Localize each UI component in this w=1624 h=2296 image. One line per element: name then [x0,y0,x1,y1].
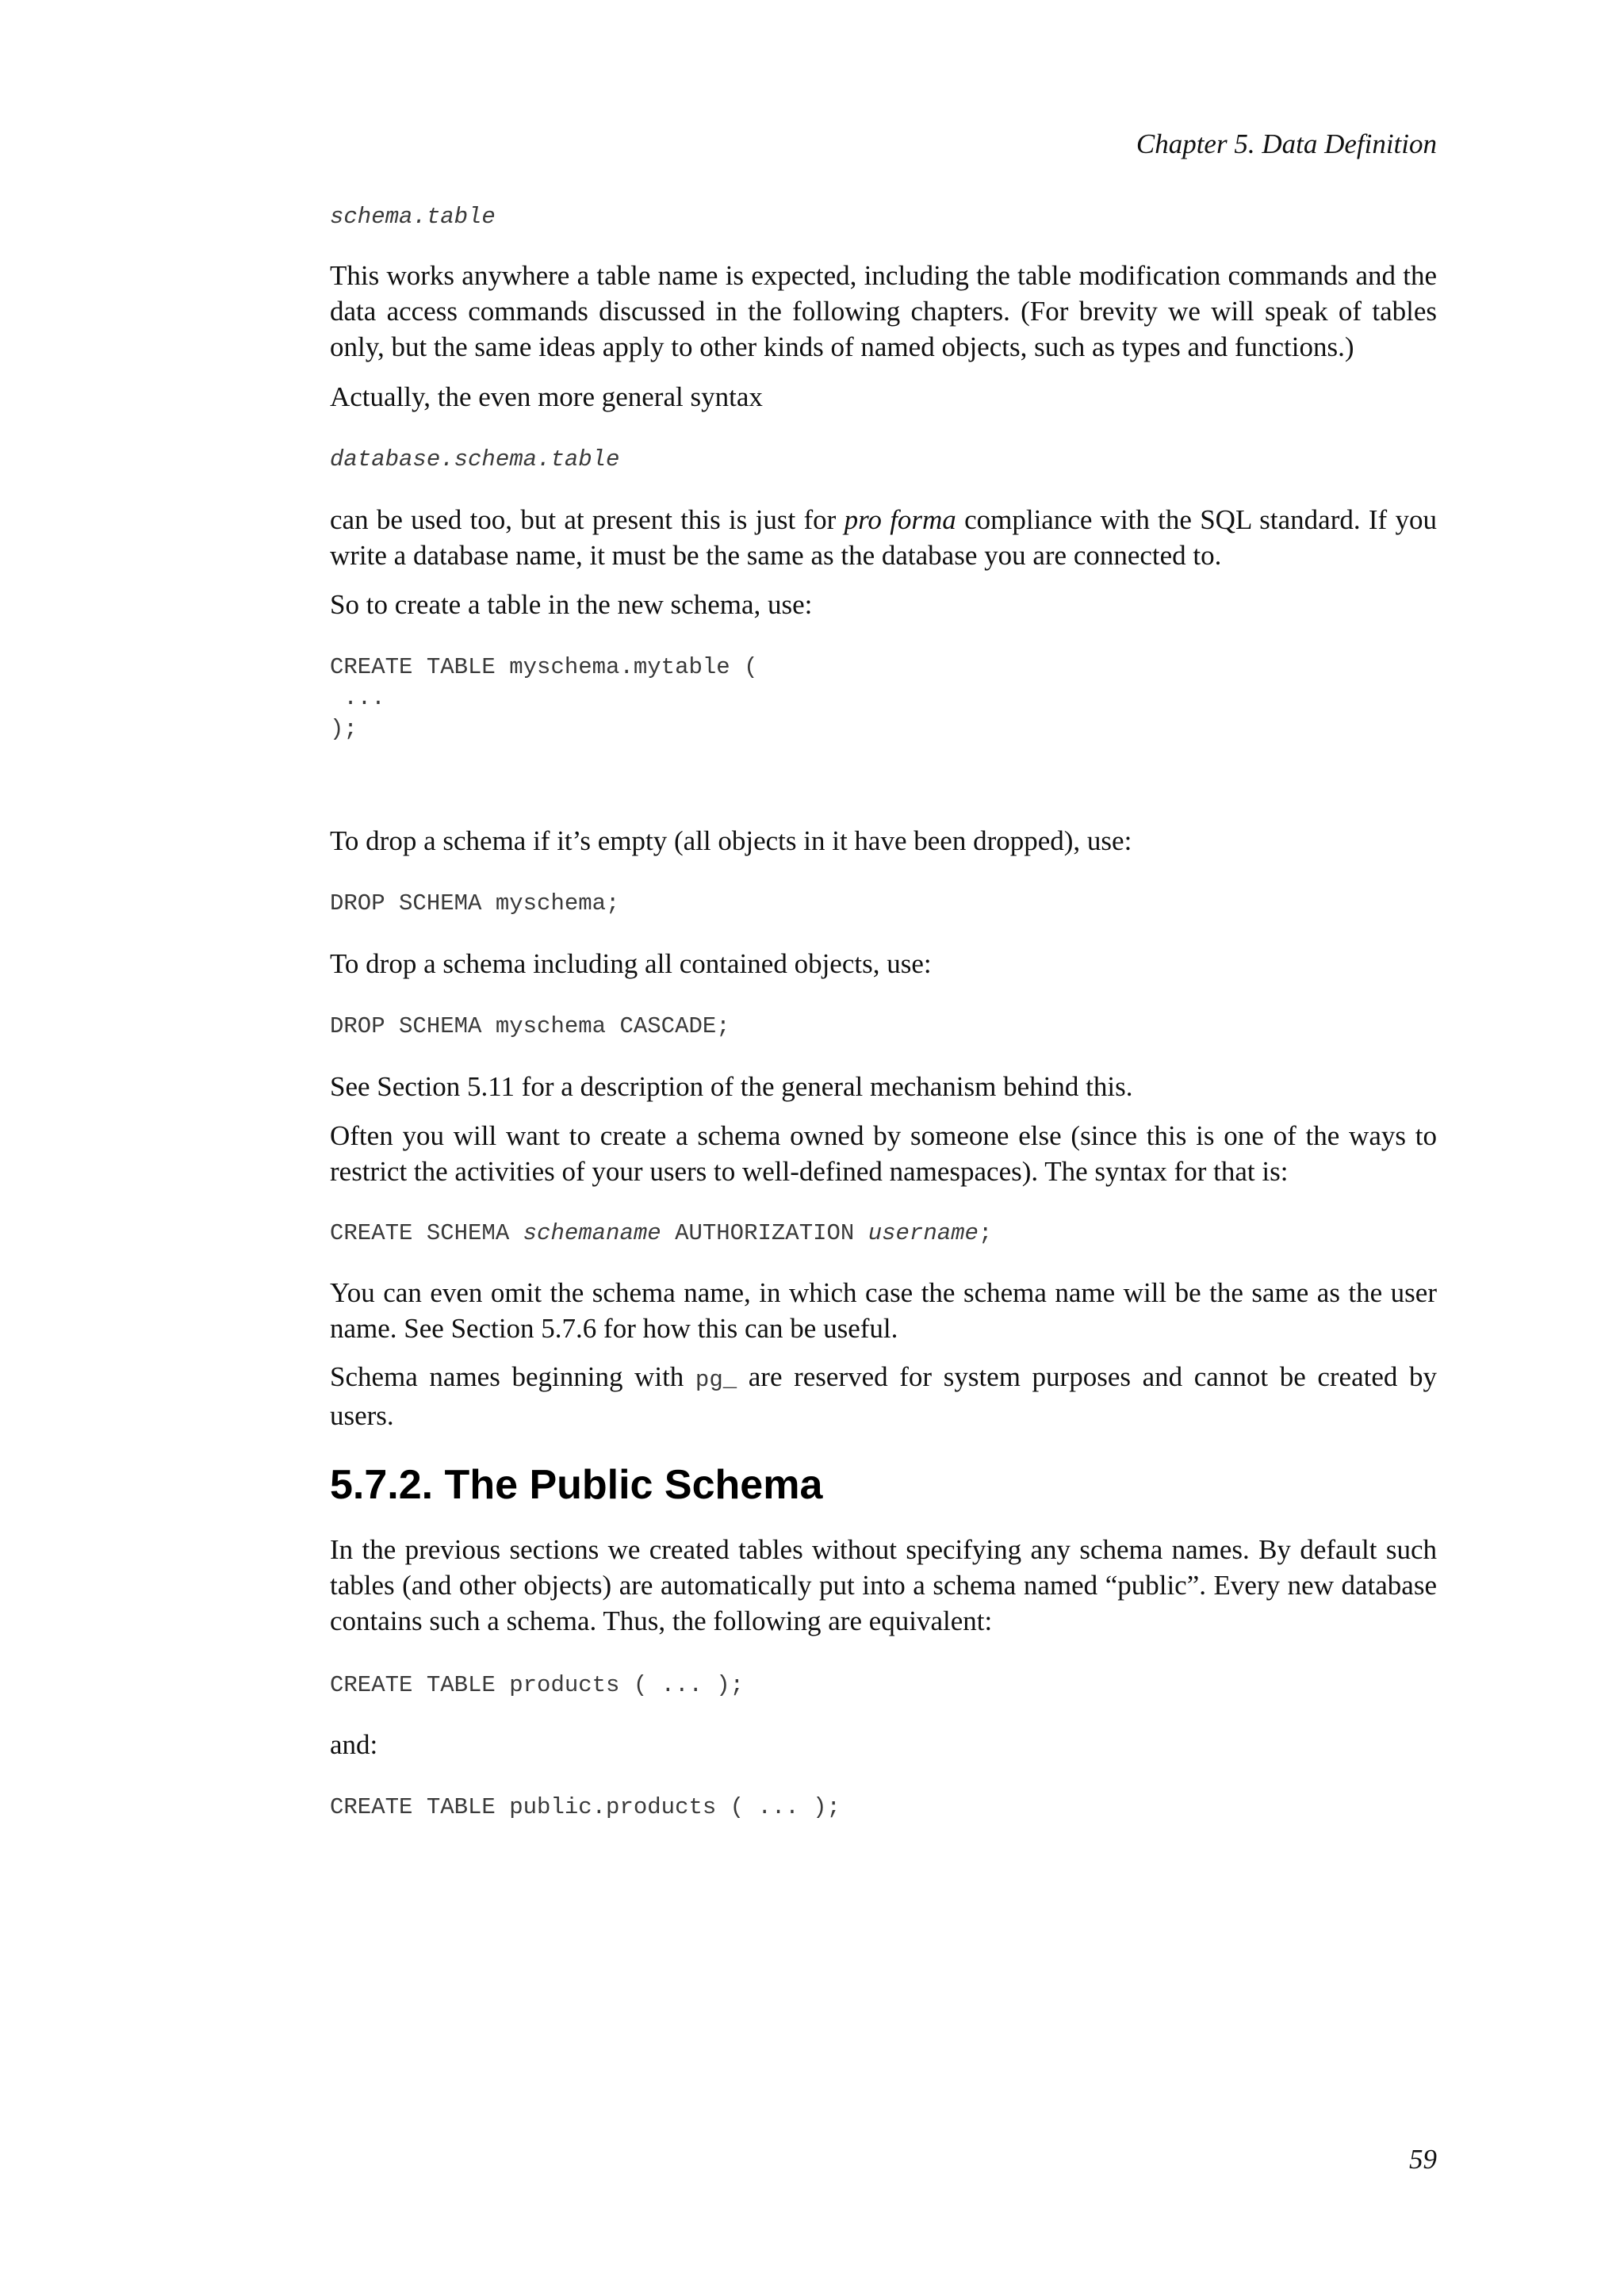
code-create-public-products: CREATE TABLE public.products ( ... ); [330,1794,841,1820]
paragraph-works-anywhere: This works anywhere a table name is expected, including the table modification commands and the data access commands discussed in the following chapters. (For brevity we will speak of tables only, but the same ideas apply to other kinds of named objects, such as types and functions.) [330,260,1437,362]
emphasis-pro-forma: pro forma [844,504,956,535]
code-create-products: CREATE TABLE products ( ... ); [330,1672,745,1698]
paragraph-so-to-create: So to create a table in the new schema, use: [330,589,813,620]
code-terminator: ; [978,1220,993,1246]
code-keyword-create-schema: CREATE SCHEMA [330,1220,523,1246]
code-keyword-authorization: AUTHORIZATION [661,1220,868,1246]
paragraph-actually: Actually, the even more general syntax [330,381,763,412]
text-before-code: Schema names beginning with [330,1361,695,1392]
code-param-schemaname: schemaname [523,1220,661,1246]
text-before-emphasis: can be used too, but at present this is just for [330,504,845,535]
paragraph-see-section: See Section 5.11 for a description of the general mechanism behind this. [330,1071,1133,1102]
paragraph-often: Often you will want to create a schema owned by someone else (since this is one of the ways to restrict the activities of your users to well-defined namespaces). The syntax for that is: [330,1120,1437,1187]
code-create-table: CREATE TABLE myschema.mytable ( ... ); [330,654,758,742]
paragraph-to-drop-including: To drop a schema including all contained objects, use: [330,948,932,979]
code-drop-cascade: DROP SCHEMA myschema CASCADE; [330,1013,730,1039]
paragraph-and: and: [330,1729,378,1760]
code-create-schema [330,1218,1437,1249]
paragraph-can-be-used [330,502,1437,573]
paragraph-reserved [330,1359,1437,1433]
text-after-emphasis: compliance with the SQL standard. If you write a database name, it must be the same as the database you are connected to. [330,504,1437,571]
text-after-code: are reserved for system purposes and cannot be created by users. [330,1361,1437,1431]
code-param-username: username [868,1220,979,1246]
section-heading-public-schema: 5.7.2. The Public Schema [330,1462,823,1508]
code-database-schema-table: database.schema.table [330,446,620,473]
inline-code-pg: pg_ [695,1367,737,1393]
page-number: 59 [1409,2144,1437,2175]
paragraph-omit: You can even omit the schema name, in which case the schema name will be the same as the user name. See Section 5.7.6 for how this can be useful. [330,1277,1437,1344]
paragraph-to-drop-empty: To drop a schema if it’s empty (all objects in it have been dropped), use: [330,825,1132,856]
code-drop-schema: DROP SCHEMA myschema; [330,890,620,916]
code-schema-table: schema.table [330,204,496,230]
paragraph-previous-sections: In the previous sections we created tables without specifying any schema names. By default such tables (and other objects) are automatically put into a schema named “public”. Every new database contains such a schema. Thus, the following are equivalent: [330,1534,1437,1636]
running-header: Chapter 5. Data Definition [1136,128,1437,159]
